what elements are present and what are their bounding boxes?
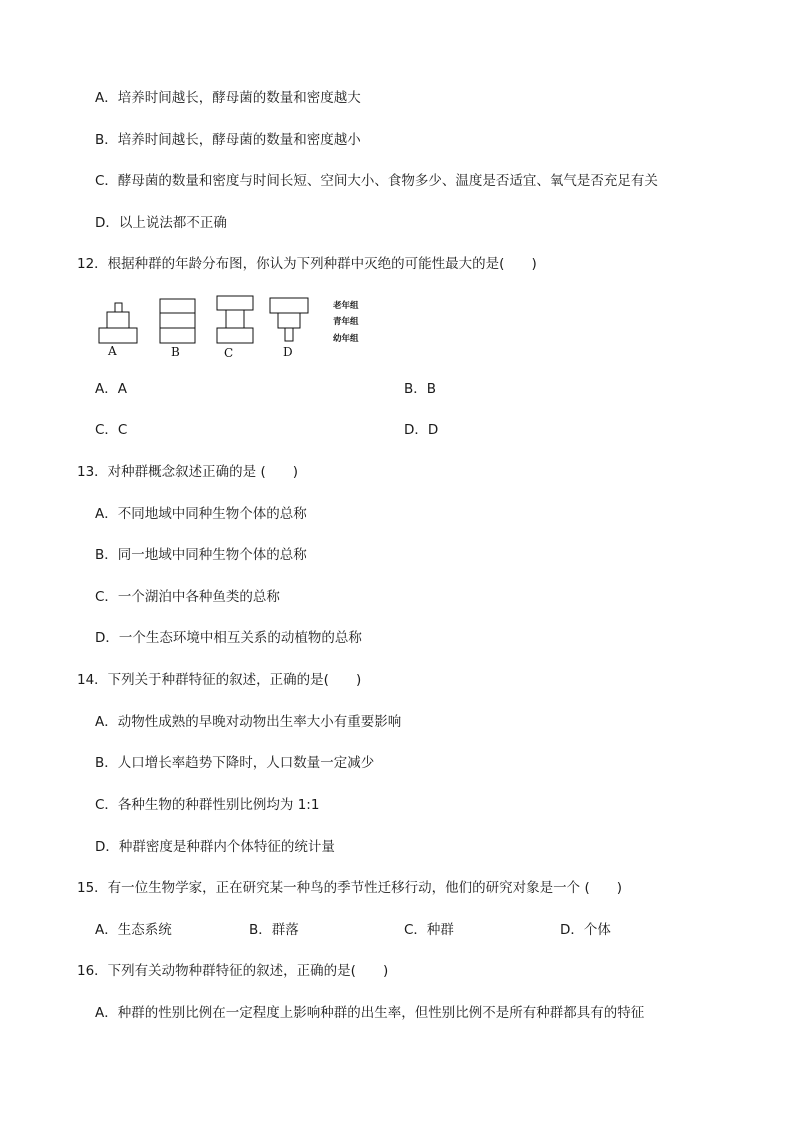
legend-adult-group: 青年组	[333, 317, 359, 327]
q16-stem: 16．下列有关动物种群特征的叙述，正确的是( )	[77, 963, 389, 979]
age-pyramid-figure	[95, 294, 395, 360]
q11-option-a: A．培养时间越长，酵母菌的数量和密度越大	[95, 90, 361, 106]
q15-option-c: C．种群	[404, 922, 454, 938]
q12-option-d: D．D	[404, 422, 439, 438]
q15-option-d: D．个体	[560, 922, 611, 938]
pyramid-a-shape	[99, 303, 137, 343]
q11-option-b: B．培养时间越长，酵母菌的数量和密度越小	[95, 132, 361, 148]
pyramid-label-c: C	[224, 346, 234, 360]
q14-option-d: D．种群密度是种群内个体特征的统计量	[95, 839, 335, 855]
q13-option-a: A．不同地域中同种生物个体的总称	[95, 506, 307, 522]
q11-option-d: D．以上说法都不正确	[95, 215, 227, 231]
q14-option-c: C．各种生物的种群性别比例均为 1:1	[95, 797, 320, 813]
q15-option-b: B．群落	[249, 922, 299, 938]
q12-option-a: A．A	[95, 381, 127, 397]
q12-option-b: B．B	[404, 381, 437, 397]
q13-option-d: D．一个生态环境中相互关系的动植物的总称	[95, 630, 362, 646]
pyramid-b-shape	[160, 299, 195, 343]
pyramid-label-a: A	[108, 344, 117, 358]
q13-option-b: B．同一地域中同种生物个体的总称	[95, 547, 307, 563]
pyramid-d-shape	[270, 298, 308, 341]
q14-option-a: A．动物性成熟的早晚对动物出生率大小有重要影响	[95, 714, 402, 730]
legend-old-group: 老年组	[333, 301, 359, 311]
q14-option-b: B．人口增长率趋势下降时，人口数量一定减少	[95, 755, 375, 771]
pyramid-label-b: B	[171, 345, 180, 359]
pyramid-label-d: D	[283, 345, 293, 359]
q12-option-c: C．C	[95, 422, 128, 438]
q15-stem: 15．有一位生物学家，正在研究某一种鸟的季节性迁移行动，他们的研究对象是一个 ( )	[77, 880, 623, 896]
q13-option-c: C．一个湖泊中各种鱼类的总称	[95, 589, 280, 605]
q14-stem: 14．下列关于种群特征的叙述，正确的是( )	[77, 672, 362, 688]
pyramid-c-shape	[217, 296, 253, 343]
q12-stem: 12．根据种群的年龄分布图，你认为下列种群中灭绝的可能性最大的是( )	[77, 256, 537, 272]
q15-option-a: A．生态系统	[95, 922, 172, 938]
q11-option-c: C．酵母菌的数量和密度与时间长短、空间大小、食物多少、温度是否适宜、氧气是否充足有关	[95, 173, 658, 189]
q16-option-a: A．种群的性别比例在一定程度上影响种群的出生率，但性别比例不是所有种群都具有的特征	[95, 1005, 645, 1021]
q13-stem: 13．对种群概念叙述正确的是 ( )	[77, 464, 299, 480]
legend-young-group: 幼年组	[333, 334, 359, 344]
